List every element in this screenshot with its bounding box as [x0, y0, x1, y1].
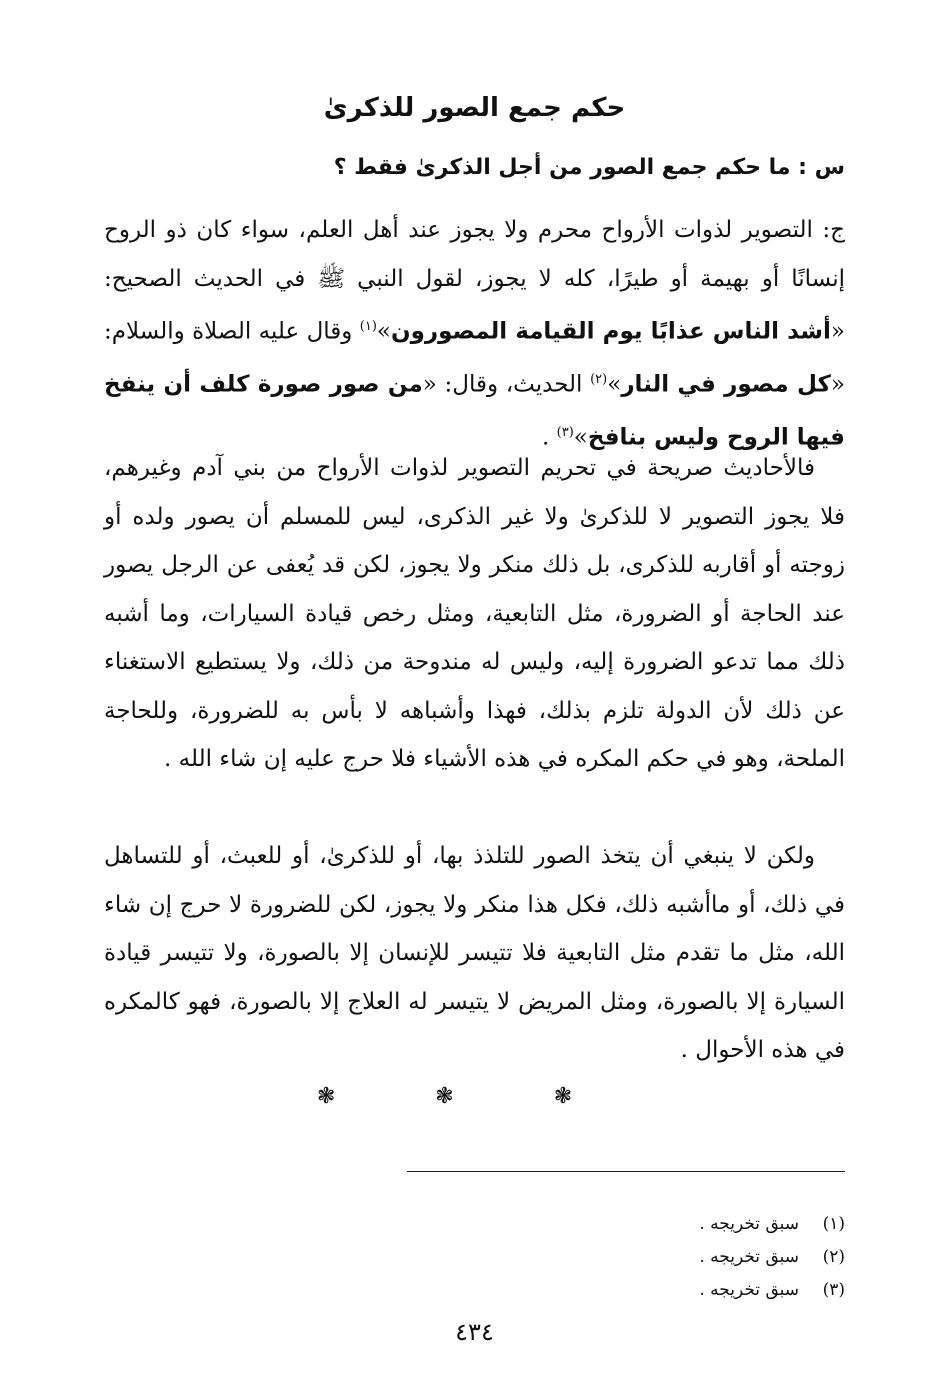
- separator-star-icon: ❃: [435, 1084, 514, 1109]
- footnote-item: [104, 1274, 845, 1307]
- footnotes: [104, 1208, 845, 1307]
- hadith-3: من صور صورة كلف أن ينفخ فيها الروح وليس بنافخ: [104, 371, 845, 451]
- separator-star-icon: ❃: [316, 1084, 396, 1109]
- footnote-ref-2: (٢): [590, 372, 608, 388]
- footnote-text: سبق تخريجه .: [699, 1247, 799, 1267]
- page-number: ٤٣٤: [455, 1318, 494, 1346]
- footnote-divider: [407, 1171, 845, 1172]
- body-paragraph-2: [104, 444, 845, 784]
- paragraph-3-text: ولكن لا ينبغي أن يتخذ الصور للتلذذ بها، أو للذكرىٰ، أو للعبث، أو للتساهل في ذلك، أو ماأشبه ذلك، فكل هذا منكر ولا يجوز، لكن للضرورة لا حرج إن شاء الله، مثل ما تقدم مثل التابعية فلا تتيسر للإنسان إلا بالصورة، ولا تتيسر قيادة السيارة إلا بالصورة، ومثل المريض لا يتيسر له العلاج إلا بالصورة، فهو كالمكره في هذه الأحوال .: [104, 843, 845, 1063]
- footnote-item: [104, 1241, 845, 1274]
- footnote-ref-1: (١): [359, 319, 377, 334]
- footnote-number: (١): [822, 1214, 845, 1234]
- footnote-number: (٣): [822, 1280, 845, 1300]
- page-title: حكم جمع الصور للذكرىٰ: [323, 93, 626, 123]
- footnote-text: سبق تخريجه .: [699, 1214, 799, 1234]
- answer-mid-1: وقال عليه الصلاة والسلام: «: [104, 318, 845, 398]
- separator-star-icon: ❃: [553, 1084, 633, 1109]
- footnote-item: [104, 1208, 845, 1241]
- footnote-ref-3: (٣): [556, 425, 574, 441]
- hadith-2: كل مصور في النار: [621, 371, 831, 398]
- question-heading: س : ما حكم جمع الصور من أجل الذكرىٰ فقط ؟: [333, 155, 845, 180]
- section-separator: [0, 1084, 949, 1109]
- hadith-1: أشد الناس عذابًا يوم القيامة المصورون: [390, 318, 831, 345]
- answer-intro: ج: التصوير لذوات الأرواح محرم ولا يجوز عند أهل العلم، سواء كان ذو الروح إنسانًا أو بهيمة أو طيرًا، كله لا يجوز، لقول النبي ﷺ في الحديث الصحيح: «: [104, 217, 845, 345]
- footnote-number: (٢): [822, 1247, 845, 1267]
- body-paragraph-3: [104, 832, 845, 1075]
- paragraph-2-text: فالأحاديث صريحة في تحريم التصوير لذوات الأرواح من بني آدم وغيرهم، فلا يجوز التصوير لا للذكرىٰ ولا غير الذكرى، ليس للمسلم أن يصور ولده أو زوجته أو أقاربه للذكرى، بل ذلك منكر ولا يجوز، لكن قد يُعفى عن الرجل يصور عند الحاجة أو الضرورة، مثل التابعية، ومثل رخص قيادة السيارات، وما أشبه ذلك مما تدعو الضرورة إليه، وليس له مندوحة من ذلك، ولا يستطيع الاستغناء عن ذلك لأن الدولة تلزم بذلك، فهذا وأشباهه لا بأس به للضرورة، وللحاجة الملحة، وهو في حكم المكره في هذه الأشياء فلا حرج عليه إن شاء الله .: [104, 455, 845, 772]
- footnote-text: سبق تخريجه .: [699, 1280, 799, 1300]
- answer-mid-2: الحديث، وقال: «: [422, 371, 591, 398]
- answer-paragraph: ج: التصوير لذوات الأرواح محرم ولا يجوز عند أهل العلم، سواء كان ذو الروح إنسانًا أو بهيمة أو طيرًا، كله لا يجوز، لقول النبي ﷺ في الحديث الصحيح: «أشد الناس عذابًا يوم القيامة المصورون»$^{(١)}$ وقال عليه الصلاة والسلام: «كل مصور في النار»$^{(٢)}$ الحديث، وقال: «من صور صورة كلف أن ينفخ فيها الروح وليس بنافخ»$^{(٣)}$ .: [104, 217, 845, 451]
